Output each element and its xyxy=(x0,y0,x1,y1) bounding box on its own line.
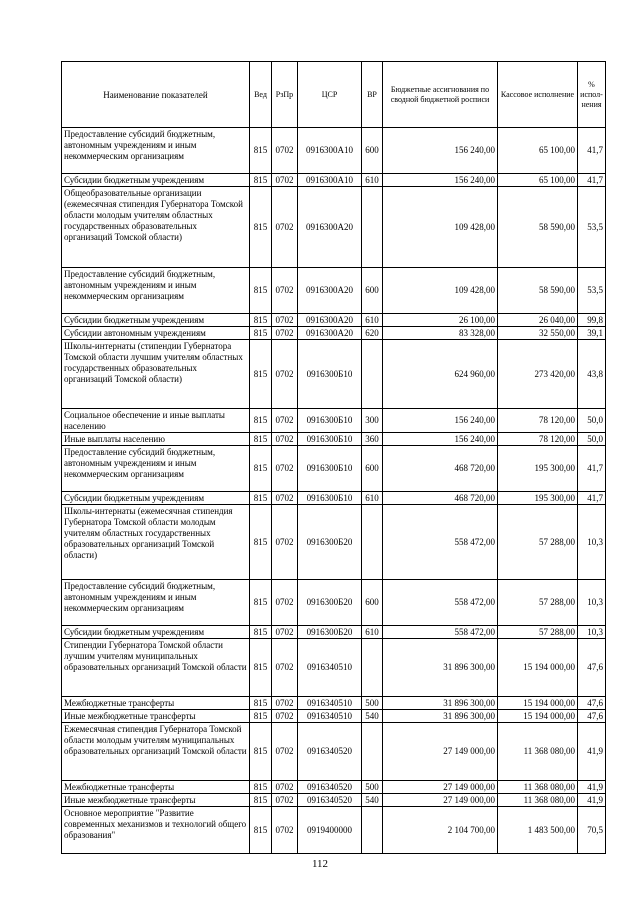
row-rzpr: 0702 xyxy=(272,626,298,639)
row-ved: 815 xyxy=(250,128,272,174)
row-budget: 468 720,00 xyxy=(383,492,498,505)
row-cash: 15 194 000,00 xyxy=(498,710,578,723)
row-vr: 540 xyxy=(362,794,383,807)
row-csr: 0916300Б20 xyxy=(298,505,362,580)
row-cash: 58 590,00 xyxy=(498,268,578,314)
row-name: Иные выплаты населению xyxy=(62,433,250,446)
row-vr: 610 xyxy=(362,314,383,327)
row-vr: 610 xyxy=(362,492,383,505)
row-name: Предоставление субсидий бюджетным, автономным учреждениям и иным некоммерческим организациям xyxy=(62,580,250,626)
row-percent: 47,6 xyxy=(578,710,606,723)
row-ved: 815 xyxy=(250,409,272,433)
row-name: Стипендии Губернатора Томской области лучшим учителям муниципальных образовательных организаций Томской области xyxy=(62,639,250,697)
row-csr: 0919400000 xyxy=(298,807,362,854)
row-cash: 15 194 000,00 xyxy=(498,697,578,710)
row-name: Основное мероприятие "Развитие современных механизмов и технологий общего образования" xyxy=(62,807,250,854)
row-cash: 1 483 500,00 xyxy=(498,807,578,854)
table-row xyxy=(62,314,606,327)
row-ved: 815 xyxy=(250,626,272,639)
row-percent: 53,5 xyxy=(578,268,606,314)
row-rzpr: 0702 xyxy=(272,492,298,505)
row-csr: 0916340520 xyxy=(298,794,362,807)
row-ved: 815 xyxy=(250,174,272,187)
row-cash: 32 550,00 xyxy=(498,327,578,340)
row-name: Предоставление субсидий бюджетным, автономным учреждениям и иным некоммерческим организациям xyxy=(62,128,250,174)
row-csr: 0916300А10 xyxy=(298,174,362,187)
row-rzpr: 0702 xyxy=(272,781,298,794)
row-ved: 815 xyxy=(250,492,272,505)
budget-table-sheet xyxy=(61,61,605,854)
table-row xyxy=(62,409,606,433)
row-percent: 10,3 xyxy=(578,626,606,639)
row-percent: 99,8 xyxy=(578,314,606,327)
row-budget: 156 240,00 xyxy=(383,128,498,174)
row-budget: 27 149 000,00 xyxy=(383,723,498,781)
table-row xyxy=(62,187,606,268)
header-csr: ЦСР xyxy=(298,62,362,128)
row-ved: 815 xyxy=(250,187,272,268)
row-budget: 109 428,00 xyxy=(383,268,498,314)
row-cash: 273 420,00 xyxy=(498,340,578,409)
row-csr: 0916340510 xyxy=(298,710,362,723)
row-budget: 558 472,00 xyxy=(383,580,498,626)
row-csr: 0916300Б10 xyxy=(298,340,362,409)
row-percent: 41,7 xyxy=(578,128,606,174)
row-percent: 39,1 xyxy=(578,327,606,340)
table-row xyxy=(62,807,606,854)
row-budget: 2 104 700,00 xyxy=(383,807,498,854)
table-row xyxy=(62,639,606,697)
row-rzpr: 0702 xyxy=(272,327,298,340)
row-budget: 558 472,00 xyxy=(383,505,498,580)
row-budget: 156 240,00 xyxy=(383,174,498,187)
row-percent: 41,7 xyxy=(578,446,606,492)
table-row xyxy=(62,433,606,446)
header-name: Наименование показателей xyxy=(62,62,250,128)
row-cash: 65 100,00 xyxy=(498,174,578,187)
table-row xyxy=(62,710,606,723)
table-row xyxy=(62,268,606,314)
row-rzpr: 0702 xyxy=(272,697,298,710)
row-budget: 31 896 300,00 xyxy=(383,639,498,697)
row-name: Субсидии бюджетным учреждениям xyxy=(62,174,250,187)
header-ved: Вед xyxy=(250,62,272,128)
row-ved: 815 xyxy=(250,446,272,492)
row-percent: 10,3 xyxy=(578,505,606,580)
row-vr: 600 xyxy=(362,446,383,492)
row-rzpr: 0702 xyxy=(272,794,298,807)
row-rzpr: 0702 xyxy=(272,128,298,174)
row-percent: 41,9 xyxy=(578,723,606,781)
table-row xyxy=(62,340,606,409)
header-percent: % испол-нения xyxy=(578,62,606,128)
row-name: Субсидии автономным учреждениям xyxy=(62,327,250,340)
table-row xyxy=(62,723,606,781)
row-name: Ежемесячная стипендия Губернатора Томской области молодым учителям муниципальных образовательных организаций Томской области xyxy=(62,723,250,781)
row-rzpr: 0702 xyxy=(272,710,298,723)
row-name: Общеобразовательные организации (ежемесячная стипендия Губернатора Томской области молодым учителям областных государственных образовательных организаций Томской области) xyxy=(62,187,250,268)
row-ved: 815 xyxy=(250,505,272,580)
row-rzpr: 0702 xyxy=(272,807,298,854)
row-percent: 41,9 xyxy=(578,794,606,807)
row-percent: 47,6 xyxy=(578,639,606,697)
row-csr: 0916300Б10 xyxy=(298,433,362,446)
row-budget: 27 149 000,00 xyxy=(383,781,498,794)
row-name: Межбюджетные трансферты xyxy=(62,697,250,710)
row-csr: 0916340520 xyxy=(298,781,362,794)
row-ved: 815 xyxy=(250,723,272,781)
row-csr: 0916300Б10 xyxy=(298,446,362,492)
row-rzpr: 0702 xyxy=(272,187,298,268)
row-rzpr: 0702 xyxy=(272,314,298,327)
row-vr: 540 xyxy=(362,710,383,723)
row-cash: 65 100,00 xyxy=(498,128,578,174)
row-csr: 0916300Б10 xyxy=(298,409,362,433)
row-name: Иные межбюджетные трансферты xyxy=(62,794,250,807)
row-vr: 600 xyxy=(362,268,383,314)
row-csr: 0916300Б10 xyxy=(298,492,362,505)
table-row xyxy=(62,128,606,174)
table-body xyxy=(62,128,606,854)
row-budget: 624 960,00 xyxy=(383,340,498,409)
row-budget: 109 428,00 xyxy=(383,187,498,268)
row-percent: 41,7 xyxy=(578,174,606,187)
row-cash: 57 288,00 xyxy=(498,505,578,580)
table-row xyxy=(62,794,606,807)
row-vr: 610 xyxy=(362,626,383,639)
header-budget: Бюджетные ассигнования по сводной бюджетной росписи xyxy=(383,62,498,128)
row-vr: 360 xyxy=(362,433,383,446)
row-csr: 0916300А20 xyxy=(298,268,362,314)
row-budget: 27 149 000,00 xyxy=(383,794,498,807)
row-percent: 41,9 xyxy=(578,781,606,794)
table-row xyxy=(62,580,606,626)
row-percent: 50,0 xyxy=(578,409,606,433)
row-name: Межбюджетные трансферты xyxy=(62,781,250,794)
row-cash: 26 040,00 xyxy=(498,314,578,327)
row-rzpr: 0702 xyxy=(272,340,298,409)
row-vr xyxy=(362,723,383,781)
row-vr: 600 xyxy=(362,128,383,174)
row-vr xyxy=(362,340,383,409)
row-name: Иные межбюджетные трансферты xyxy=(62,710,250,723)
row-vr: 500 xyxy=(362,781,383,794)
row-csr: 0916300А10 xyxy=(298,128,362,174)
row-rzpr: 0702 xyxy=(272,505,298,580)
table-row xyxy=(62,327,606,340)
row-csr: 0916340510 xyxy=(298,639,362,697)
row-percent: 47,6 xyxy=(578,697,606,710)
row-budget: 83 328,00 xyxy=(383,327,498,340)
row-percent: 41,7 xyxy=(578,492,606,505)
row-rzpr: 0702 xyxy=(272,268,298,314)
table-row xyxy=(62,174,606,187)
row-vr xyxy=(362,639,383,697)
row-vr xyxy=(362,505,383,580)
row-name: Предоставление субсидий бюджетным, автономным учреждениям и иным некоммерческим организациям xyxy=(62,446,250,492)
row-name: Субсидии бюджетным учреждениям xyxy=(62,626,250,639)
row-name: Социальное обеспечение и иные выплаты населению xyxy=(62,409,250,433)
row-cash: 57 288,00 xyxy=(498,626,578,639)
table-row xyxy=(62,626,606,639)
row-percent: 50,0 xyxy=(578,433,606,446)
row-percent: 43,8 xyxy=(578,340,606,409)
row-cash: 58 590,00 xyxy=(498,187,578,268)
row-cash: 15 194 000,00 xyxy=(498,639,578,697)
row-cash: 195 300,00 xyxy=(498,446,578,492)
row-rzpr: 0702 xyxy=(272,446,298,492)
row-percent: 53,5 xyxy=(578,187,606,268)
row-name: Субсидии бюджетным учреждениям xyxy=(62,314,250,327)
row-cash: 11 368 080,00 xyxy=(498,781,578,794)
row-csr: 0916340520 xyxy=(298,723,362,781)
row-cash: 57 288,00 xyxy=(498,580,578,626)
row-cash: 78 120,00 xyxy=(498,433,578,446)
table-row xyxy=(62,697,606,710)
row-ved: 815 xyxy=(250,639,272,697)
row-vr: 610 xyxy=(362,174,383,187)
row-rzpr: 0702 xyxy=(272,580,298,626)
row-csr: 0916300Б20 xyxy=(298,626,362,639)
row-csr: 0916340510 xyxy=(298,697,362,710)
row-ved: 815 xyxy=(250,433,272,446)
table-row xyxy=(62,492,606,505)
table-row xyxy=(62,505,606,580)
row-budget: 156 240,00 xyxy=(383,409,498,433)
row-ved: 815 xyxy=(250,314,272,327)
row-name: Предоставление субсидий бюджетным, автономным учреждениям и иным некоммерческим организациям xyxy=(62,268,250,314)
row-name: Школы-интернаты (ежемесячная стипендия Губернатора Томской области молодым учителям областных государственных образовательных организаций Томской области) xyxy=(62,505,250,580)
header-rzpr: РзПр xyxy=(272,62,298,128)
budget-execution-table xyxy=(61,61,606,854)
row-ved: 815 xyxy=(250,268,272,314)
row-csr: 0916300А20 xyxy=(298,187,362,268)
table-header-row xyxy=(62,62,606,128)
row-rzpr: 0702 xyxy=(272,433,298,446)
row-ved: 815 xyxy=(250,794,272,807)
row-cash: 11 368 080,00 xyxy=(498,794,578,807)
row-budget: 468 720,00 xyxy=(383,446,498,492)
row-cash: 78 120,00 xyxy=(498,409,578,433)
row-rzpr: 0702 xyxy=(272,174,298,187)
row-budget: 156 240,00 xyxy=(383,433,498,446)
row-cash: 11 368 080,00 xyxy=(498,723,578,781)
row-budget: 26 100,00 xyxy=(383,314,498,327)
row-percent: 10,3 xyxy=(578,580,606,626)
row-ved: 815 xyxy=(250,340,272,409)
row-ved: 815 xyxy=(250,807,272,854)
row-rzpr: 0702 xyxy=(272,639,298,697)
row-csr: 0916300А20 xyxy=(298,314,362,327)
header-cash: Кассовое исполнение xyxy=(498,62,578,128)
row-budget: 558 472,00 xyxy=(383,626,498,639)
row-ved: 815 xyxy=(250,697,272,710)
page-number: 112 xyxy=(311,858,329,870)
row-vr xyxy=(362,807,383,854)
row-rzpr: 0702 xyxy=(272,409,298,433)
row-rzpr: 0702 xyxy=(272,723,298,781)
row-vr: 600 xyxy=(362,580,383,626)
row-ved: 815 xyxy=(250,580,272,626)
row-vr: 500 xyxy=(362,697,383,710)
row-cash: 195 300,00 xyxy=(498,492,578,505)
row-vr: 300 xyxy=(362,409,383,433)
row-ved: 815 xyxy=(250,710,272,723)
row-ved: 815 xyxy=(250,327,272,340)
row-budget: 31 896 300,00 xyxy=(383,710,498,723)
row-budget: 31 896 300,00 xyxy=(383,697,498,710)
row-vr xyxy=(362,187,383,268)
table-row xyxy=(62,781,606,794)
row-name: Школы-интернаты (стипендии Губернатора Томской области лучшим учителям областных государственных образовательных организаций Томской области) xyxy=(62,340,250,409)
header-vr: ВР xyxy=(362,62,383,128)
row-vr: 620 xyxy=(362,327,383,340)
table-row xyxy=(62,446,606,492)
row-percent: 70,5 xyxy=(578,807,606,854)
row-ved: 815 xyxy=(250,781,272,794)
row-name: Субсидии бюджетным учреждениям xyxy=(62,492,250,505)
row-csr: 0916300Б20 xyxy=(298,580,362,626)
row-csr: 0916300А20 xyxy=(298,327,362,340)
